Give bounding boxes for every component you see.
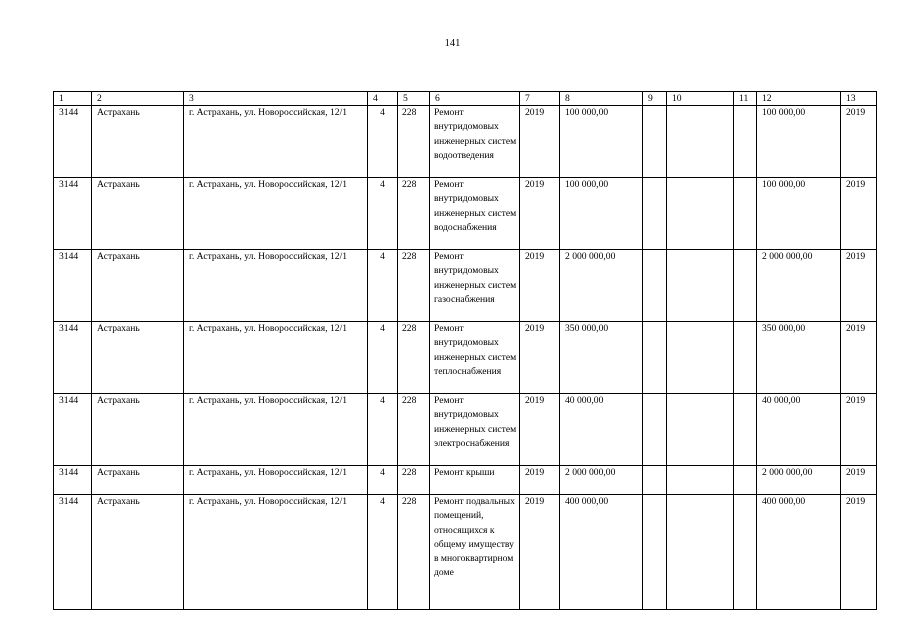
cell-col9 <box>643 322 667 394</box>
cell-cost: 100 000,00 <box>560 178 643 250</box>
cell-col9 <box>643 106 667 178</box>
column-header-13: 13 <box>841 92 877 106</box>
column-header-7: 7 <box>520 92 560 106</box>
cell-municipality: Астрахань <box>92 466 184 495</box>
cell-col4: 4 <box>368 466 398 495</box>
cell-year: 2019 <box>520 106 560 178</box>
cell-work-type: Ремонт внутридомовых инженерных систем теплоснабжения <box>430 322 520 394</box>
page-number: 141 <box>444 38 461 49</box>
cell-col9 <box>643 495 667 610</box>
cell-work-type: Ремонт внутридомовых инженерных систем водоснабжения <box>430 178 520 250</box>
cell-col11 <box>734 106 757 178</box>
cell-col10 <box>667 250 734 322</box>
column-header-8: 8 <box>560 92 643 106</box>
cell-col10 <box>667 394 734 466</box>
cell-year: 2019 <box>520 178 560 250</box>
cell-col5: 228 <box>398 178 430 250</box>
cell-year: 2019 <box>520 466 560 495</box>
cell-year: 2019 <box>520 394 560 466</box>
capital-repair-table <box>53 91 877 610</box>
cell-col4: 4 <box>368 250 398 322</box>
cell-cost: 100 000,00 <box>560 106 643 178</box>
cell-col10 <box>667 106 734 178</box>
cell-col10 <box>667 495 734 610</box>
header-row <box>54 92 877 106</box>
column-header-9: 9 <box>643 92 667 106</box>
cell-id: 3144 <box>54 106 92 178</box>
table-row <box>54 322 877 394</box>
cell-year: 2019 <box>520 250 560 322</box>
cell-col9 <box>643 250 667 322</box>
column-header-4: 4 <box>368 92 398 106</box>
cell-col4: 4 <box>368 495 398 610</box>
cell-col5: 228 <box>398 322 430 394</box>
cell-col12: 40 000,00 <box>757 394 841 466</box>
cell-col10 <box>667 178 734 250</box>
cell-year: 2019 <box>520 495 560 610</box>
cell-col4: 4 <box>368 178 398 250</box>
cell-col9 <box>643 178 667 250</box>
cell-municipality: Астрахань <box>92 178 184 250</box>
cell-id: 3144 <box>54 178 92 250</box>
cell-municipality: Астрахань <box>92 106 184 178</box>
column-header-12: 12 <box>757 92 841 106</box>
cell-cost: 400 000,00 <box>560 495 643 610</box>
table-row <box>54 394 877 466</box>
table-row <box>54 495 877 610</box>
cell-col13: 2019 <box>841 106 877 178</box>
cell-cost: 2 000 000,00 <box>560 250 643 322</box>
cell-work-type: Ремонт внутридомовых инженерных систем водоотведения <box>430 106 520 178</box>
cell-col10 <box>667 466 734 495</box>
cell-col11 <box>734 466 757 495</box>
cell-address: г. Астрахань, ул. Новороссийская, 12/1 <box>184 394 368 466</box>
cell-col5: 228 <box>398 394 430 466</box>
cell-col5: 228 <box>398 466 430 495</box>
cell-id: 3144 <box>54 495 92 610</box>
cell-col12: 400 000,00 <box>757 495 841 610</box>
cell-id: 3144 <box>54 322 92 394</box>
cell-work-type: Ремонт подвальных помещений, относящихся к общему имуществу в многоквартирном доме <box>430 495 520 610</box>
cell-col13: 2019 <box>841 322 877 394</box>
cell-col12: 2 000 000,00 <box>757 466 841 495</box>
cell-col12: 2 000 000,00 <box>757 250 841 322</box>
cell-id: 3144 <box>54 250 92 322</box>
table-row <box>54 106 877 178</box>
column-header-6: 6 <box>430 92 520 106</box>
cell-col10 <box>667 322 734 394</box>
cell-work-type: Ремонт крыши <box>430 466 520 495</box>
cell-col5: 228 <box>398 495 430 610</box>
column-header-5: 5 <box>398 92 430 106</box>
cell-address: г. Астрахань, ул. Новороссийская, 12/1 <box>184 322 368 394</box>
cell-col13: 2019 <box>841 250 877 322</box>
column-header-10: 10 <box>667 92 734 106</box>
cell-col12: 100 000,00 <box>757 178 841 250</box>
cell-municipality: Астрахань <box>92 322 184 394</box>
cell-col12: 350 000,00 <box>757 322 841 394</box>
cell-col11 <box>734 250 757 322</box>
cell-col11 <box>734 322 757 394</box>
cell-id: 3144 <box>54 466 92 495</box>
column-header-1: 1 <box>54 92 92 106</box>
cell-id: 3144 <box>54 394 92 466</box>
cell-col5: 228 <box>398 106 430 178</box>
cell-col5: 228 <box>398 250 430 322</box>
cell-cost: 40 000,00 <box>560 394 643 466</box>
cell-col11 <box>734 394 757 466</box>
cell-col13: 2019 <box>841 178 877 250</box>
cell-work-type: Ремонт внутридомовых инженерных систем газоснабжения <box>430 250 520 322</box>
cell-year: 2019 <box>520 322 560 394</box>
cell-work-type: Ремонт внутридомовых инженерных систем электроснабжения <box>430 394 520 466</box>
table-row <box>54 178 877 250</box>
cell-address: г. Астрахань, ул. Новороссийская, 12/1 <box>184 495 368 610</box>
cell-col13: 2019 <box>841 394 877 466</box>
column-header-11: 11 <box>734 92 757 106</box>
cell-col13: 2019 <box>841 495 877 610</box>
cell-municipality: Астрахань <box>92 495 184 610</box>
column-header-3: 3 <box>184 92 368 106</box>
cell-col12: 100 000,00 <box>757 106 841 178</box>
table-row <box>54 466 877 495</box>
cell-col9 <box>643 466 667 495</box>
cell-col11 <box>734 495 757 610</box>
cell-cost: 2 000 000,00 <box>560 466 643 495</box>
cell-col4: 4 <box>368 394 398 466</box>
cell-municipality: Астрахань <box>92 394 184 466</box>
cell-col9 <box>643 394 667 466</box>
cell-address: г. Астрахань, ул. Новороссийская, 12/1 <box>184 250 368 322</box>
cell-cost: 350 000,00 <box>560 322 643 394</box>
cell-col13: 2019 <box>841 466 877 495</box>
cell-col4: 4 <box>368 322 398 394</box>
column-header-2: 2 <box>92 92 184 106</box>
cell-address: г. Астрахань, ул. Новороссийская, 12/1 <box>184 178 368 250</box>
cell-col11 <box>734 178 757 250</box>
table-row <box>54 250 877 322</box>
cell-col4: 4 <box>368 106 398 178</box>
cell-address: г. Астрахань, ул. Новороссийская, 12/1 <box>184 466 368 495</box>
cell-address: г. Астрахань, ул. Новороссийская, 12/1 <box>184 106 368 178</box>
cell-municipality: Астрахань <box>92 250 184 322</box>
